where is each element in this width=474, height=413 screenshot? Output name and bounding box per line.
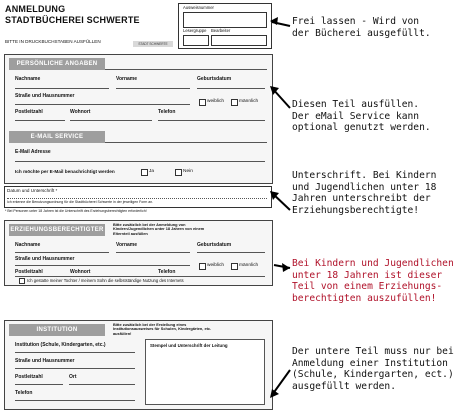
personal-header-rule — [105, 69, 267, 70]
note-guardian — [292, 258, 474, 305]
email-header-rule — [105, 142, 267, 143]
guardian-telefon-label: Telefon — [158, 269, 176, 275]
institution-note: Bitte zusätzlich bei der Erstellung eines Institutionsausweises für Schulen, Kindergärten, etc. ausfüllen! — [113, 322, 212, 336]
weiblich-checkbox[interactable] — [199, 99, 206, 106]
note-institution-line-1: Der untere Teil muss nur bei — [292, 346, 454, 357]
note-guardian-line-4: berechtigten auszufüllen! — [292, 293, 437, 305]
guardian-strasse-label: Straße und Hausnummer — [15, 256, 75, 262]
guardian-note: Bitte zusätzlich bei der Anmeldung von Kindern/Jugendlichen unter 18 Jahren von einem Elternteil ausfüllen — [113, 222, 205, 236]
signature-text: Ich erkenne die Benutzungsordnung für die Stadtbücherei Schwerte in der jeweiligen Form an. — [7, 200, 154, 204]
wohnort-field[interactable] — [70, 120, 152, 121]
guardian-postleitzahl-label: Postleitzahl — [15, 269, 43, 275]
lesergruppe-label: Lesergruppe — [183, 28, 207, 33]
guardian-nachname-label: Nachname — [15, 242, 41, 248]
strasse-field[interactable] — [15, 104, 190, 105]
guardian-strasse-field[interactable] — [15, 265, 190, 266]
weiblich-label: weiblich — [207, 99, 225, 104]
email-ja-checkbox[interactable] — [141, 169, 148, 176]
signature-footnote: * Bei Personen unter 18 Jahren ist die Unterschrift des Erziehungsberechtigten erforderlich! — [5, 209, 147, 213]
guardian-vorname-field[interactable] — [116, 252, 190, 253]
guardian-maennlich-checkbox[interactable] — [231, 263, 238, 270]
email-nein-label: Nein — [183, 169, 193, 174]
lesergruppe-field — [183, 35, 209, 46]
institution-section — [4, 320, 273, 410]
telefon-label: Telefon — [158, 109, 176, 115]
note-fill — [292, 99, 472, 134]
note-guardian-line-3: Teil von einem Erziehungs- — [292, 281, 443, 293]
institution-postleitzahl-field[interactable] — [15, 384, 63, 385]
note-signature-line-1: Unterschrift. Bei Kindern — [292, 170, 437, 181]
guardian-maennlich-label: männlich — [239, 263, 259, 268]
postleitzahl-label: Postleitzahl — [15, 109, 43, 115]
nachname-label: Nachname — [15, 76, 41, 82]
note-guardian-line-2: unter 18 Jahren ist dieser — [292, 269, 443, 281]
email-ja-label: Ja — [149, 169, 155, 174]
institution-telefon-label: Telefon — [15, 390, 33, 396]
guardian-address-field[interactable] — [15, 276, 265, 277]
signature-section — [4, 186, 272, 208]
nachname-field[interactable] — [15, 88, 109, 89]
note-institution-line-2: Anmeldung einer Institution — [292, 357, 448, 369]
maennlich-checkbox[interactable] — [231, 99, 238, 106]
email-field[interactable] — [15, 161, 265, 162]
institution-telefon-field[interactable] — [15, 400, 135, 401]
note-fill-line-1: Diesen Teil ausfüllen. — [292, 99, 420, 110]
institution-postleitzahl-label: Postleitzahl — [15, 374, 43, 380]
arrow-5 — [270, 370, 290, 398]
postleitzahl-field[interactable] — [15, 120, 65, 121]
internet-checkbox[interactable] — [19, 278, 25, 284]
email-label: E-Mail Adresse — [15, 149, 51, 155]
signature-field[interactable] — [7, 198, 267, 199]
form-title-line2: STADTBÜCHEREI SCHWERTE — [5, 15, 140, 25]
note-institution-line-3: (Schule, Kindergarten, ect.) — [292, 369, 454, 381]
note-fill-line-2: Der eMail Service kann — [292, 110, 420, 122]
internet-label: Ich gestatte meiner Tochter / meinem Sohn die selbstständige Nutzung des Internets — [27, 278, 184, 283]
note-signature-line-3: Jahren unterschreibt der — [292, 193, 431, 205]
stamp-label: Stempel und Unterschrift der Leitung — [150, 343, 228, 348]
geburtsdatum-field[interactable] — [197, 88, 265, 89]
maennlich-label: männlich — [239, 99, 259, 104]
geburtsdatum-label: Geburtsdatum — [197, 76, 232, 82]
institution-header: INSTITUTION — [9, 324, 105, 336]
ausweisnummer-label: Ausweisnummer — [183, 5, 214, 10]
form-title: ANMELDUNG — [5, 4, 66, 14]
guardian-geburtsdatum-label: Geburtsdatum — [197, 242, 232, 248]
vorname-field[interactable] — [116, 88, 190, 89]
personal-section — [4, 54, 273, 184]
guardian-section — [4, 220, 273, 286]
guardian-weiblich-checkbox[interactable] — [199, 263, 206, 270]
email-header: E-MAIL SERVICE — [9, 131, 105, 143]
ausweisnummer-field — [183, 12, 267, 28]
note-guardian-line-1: Bei Kindern und Jugendlichen — [292, 258, 454, 269]
guardian-nachname-field[interactable] — [15, 252, 109, 253]
vorname-label: Vorname — [116, 76, 138, 82]
wohnort-label: Wohnort — [70, 109, 91, 115]
strasse-label: Straße und Hausnummer — [15, 93, 75, 99]
personal-header: PERSÖNLICHE ANGABEN — [9, 58, 105, 70]
note-free — [292, 16, 472, 39]
arrow-3 — [270, 191, 290, 210]
institution-ort-field[interactable] — [69, 384, 135, 385]
email-question: Ich möchte per E-Mail benachrichtigt werden — [15, 169, 115, 174]
institution-strasse-field[interactable] — [15, 368, 135, 369]
city-logo — [133, 41, 173, 47]
institution-name-field[interactable] — [15, 352, 135, 353]
arrow-2 — [270, 86, 290, 108]
guardian-geburtsdatum-field[interactable] — [197, 252, 265, 253]
guardian-wohnort-label: Wohnort — [70, 269, 91, 275]
guardian-vorname-label: Vorname — [116, 242, 138, 248]
bearbeiter-field — [211, 35, 267, 46]
note-signature-line-4: Erziehungsberechtigte! — [292, 205, 420, 217]
guardian-weiblich-label: weiblich — [207, 263, 225, 268]
note-signature-line-2: und Jugendlichen unter 18 — [292, 181, 437, 193]
admin-box — [178, 3, 272, 49]
note-fill-line-3: optional genutzt werden. — [292, 122, 431, 134]
arrow-1 — [270, 17, 290, 26]
institution-name-label: Institution (Schule, Kindergarten, etc.) — [15, 342, 106, 348]
arrow-4 — [274, 263, 290, 272]
guardian-header: ERZIEHUNGSBERECHTIGTER — [9, 224, 105, 236]
note-institution — [292, 346, 474, 393]
form-subtitle: BITTE IN DRUCKBUCHSTABEN AUSFÜLLEN — [5, 39, 101, 44]
city-logo-text: STADT SCHWERTE — [138, 42, 168, 46]
telefon-field[interactable] — [158, 120, 265, 121]
email-nein-checkbox[interactable] — [175, 169, 182, 176]
institution-strasse-label: Straße und Hausnummer — [15, 358, 75, 364]
institution-ort-label: Ort — [69, 374, 77, 380]
note-signature — [292, 170, 472, 217]
note-institution-line-4: ausgefüllt werden. — [292, 381, 396, 393]
bearbeiter-label: Bearbeiter — [211, 28, 231, 33]
note-free-line-2: der Bücherei ausgefüllt. — [292, 27, 431, 39]
signature-label: Datum und Unterschrift * — [7, 188, 58, 193]
note-free-line-1: Frei lassen - Wird von — [292, 16, 420, 27]
stamp-box[interactable] — [145, 339, 265, 405]
